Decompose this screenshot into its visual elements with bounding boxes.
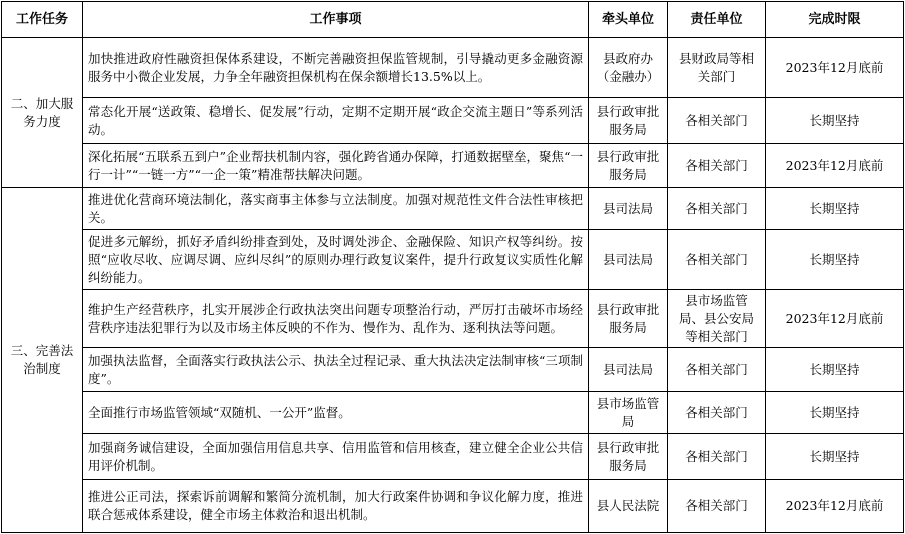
deadline-cell: 长期坚持 bbox=[766, 392, 904, 434]
work-task-table bbox=[1, 1, 904, 533]
table-row bbox=[2, 434, 904, 480]
deadline-cell: 长期坚持 bbox=[766, 188, 904, 230]
table-row bbox=[2, 348, 904, 392]
lead-unit-cell: 县市场监管局 bbox=[589, 392, 668, 434]
header-task: 工作任务 bbox=[2, 2, 83, 38]
table-row bbox=[2, 98, 904, 144]
table-row bbox=[2, 144, 904, 188]
item-cell: 维护生产经营秩序，扎实开展涉企行政执法突出问题专项整治行动，严厉打击破坏市场经营秩序违法犯罪行为以及市场主体反映的不作为、慢作为、乱作为、逐利执法等问题。 bbox=[83, 290, 589, 348]
item-cell: 加强执法监督，全面落实行政执法公示、执法全过程记录、重大执法决定法制审核“三项制度”。 bbox=[83, 348, 589, 392]
item-cell: 深化拓展“五联系五到户”企业帮扶机制内容，强化跨省通办保障，打通数据壁垒，聚焦“一行一计”“一链一方”“一企一策”精准帮扶解决问题。 bbox=[83, 144, 589, 188]
responsible-unit-cell: 各相关部门 bbox=[668, 392, 766, 434]
responsible-unit-cell: 各相关部门 bbox=[668, 98, 766, 144]
deadline-cell: 长期坚持 bbox=[766, 230, 904, 290]
deadline-cell: 2023年12月底前 bbox=[766, 144, 904, 188]
responsible-unit-cell: 县市场监管局、县公安局等相关部门 bbox=[668, 290, 766, 348]
responsible-unit-cell: 各相关部门 bbox=[668, 434, 766, 480]
responsible-unit-cell: 各相关部门 bbox=[668, 188, 766, 230]
lead-unit-cell: 县行政审批服务局 bbox=[589, 434, 668, 480]
table-row bbox=[2, 290, 904, 348]
table-row bbox=[2, 38, 904, 98]
header-row bbox=[2, 2, 904, 38]
header-responsible-unit: 责任单位 bbox=[668, 2, 766, 38]
lead-unit-cell: 县行政审批服务局 bbox=[589, 290, 668, 348]
table-row bbox=[2, 392, 904, 434]
item-cell: 推进优化营商环境法制化，落实商事主体参与立法制度。加强对规范性文件合法性审核把关。 bbox=[83, 188, 589, 230]
lead-unit-cell: 县人民法院 bbox=[589, 480, 668, 533]
item-cell: 常态化开展“送政策、稳增长、促发展”行动，定期不定期开展“政企交流主题日”等系列活动。 bbox=[83, 98, 589, 144]
item-cell: 全面推行市场监管领域“双随机、一公开”监督。 bbox=[83, 392, 589, 434]
table-row bbox=[2, 480, 904, 533]
lead-unit-cell: 县行政审批服务局 bbox=[589, 98, 668, 144]
header-lead-unit: 牵头单位 bbox=[589, 2, 668, 38]
deadline-cell: 长期坚持 bbox=[766, 348, 904, 392]
responsible-unit-cell: 各相关部门 bbox=[668, 480, 766, 533]
task-cell: 二、加大服务力度 bbox=[2, 38, 83, 188]
deadline-cell: 2023年12月底前 bbox=[766, 290, 904, 348]
lead-unit-cell: 县行政审批服务局 bbox=[589, 144, 668, 188]
table-row bbox=[2, 230, 904, 290]
item-cell: 促进多元解纷，抓好矛盾纠纷排查到处，及时调处涉企、金融保险、知识产权等纠纷。按照“应收尽收、应调尽调、应纠尽纠”的原则办理行政复议案件，提升行政复议实质性化解纠纷能力。 bbox=[83, 230, 589, 290]
deadline-cell: 2023年12月底前 bbox=[766, 480, 904, 533]
responsible-unit-cell: 各相关部门 bbox=[668, 348, 766, 392]
deadline-cell: 长期坚持 bbox=[766, 98, 904, 144]
header-deadline: 完成时限 bbox=[766, 2, 904, 38]
lead-unit-cell: 县司法局 bbox=[589, 188, 668, 230]
responsible-unit-cell: 各相关部门 bbox=[668, 144, 766, 188]
deadline-cell: 长期坚持 bbox=[766, 434, 904, 480]
item-cell: 加快推进政府性融资担保体系建设，不断完善融资担保监管规制，引导撬动更多金融资源服务中小微企业发展，力争全年融资担保机构在保余额增长13.5%以上。 bbox=[83, 38, 589, 98]
lead-unit-cell: 县司法局 bbox=[589, 230, 668, 290]
task-cell: 三、完善法治制度 bbox=[2, 188, 83, 533]
lead-unit-cell: 县政府办（金融办） bbox=[589, 38, 668, 98]
item-cell: 加强商务诚信建设，全面加强信用信息共享、信用监管和信用核查，建立健全企业公共信用评价机制。 bbox=[83, 434, 589, 480]
deadline-cell: 2023年12月底前 bbox=[766, 38, 904, 98]
item-cell: 推进公正司法，探索诉前调解和繁简分流机制，加大行政案件协调和争议化解力度，推进联合惩戒体系建设，健全市场主体救治和退出机制。 bbox=[83, 480, 589, 533]
responsible-unit-cell: 各相关部门 bbox=[668, 230, 766, 290]
lead-unit-cell: 县司法局 bbox=[589, 348, 668, 392]
header-item: 工作事项 bbox=[83, 2, 589, 38]
table-row bbox=[2, 188, 904, 230]
responsible-unit-cell: 县财政局等相关部门 bbox=[668, 38, 766, 98]
